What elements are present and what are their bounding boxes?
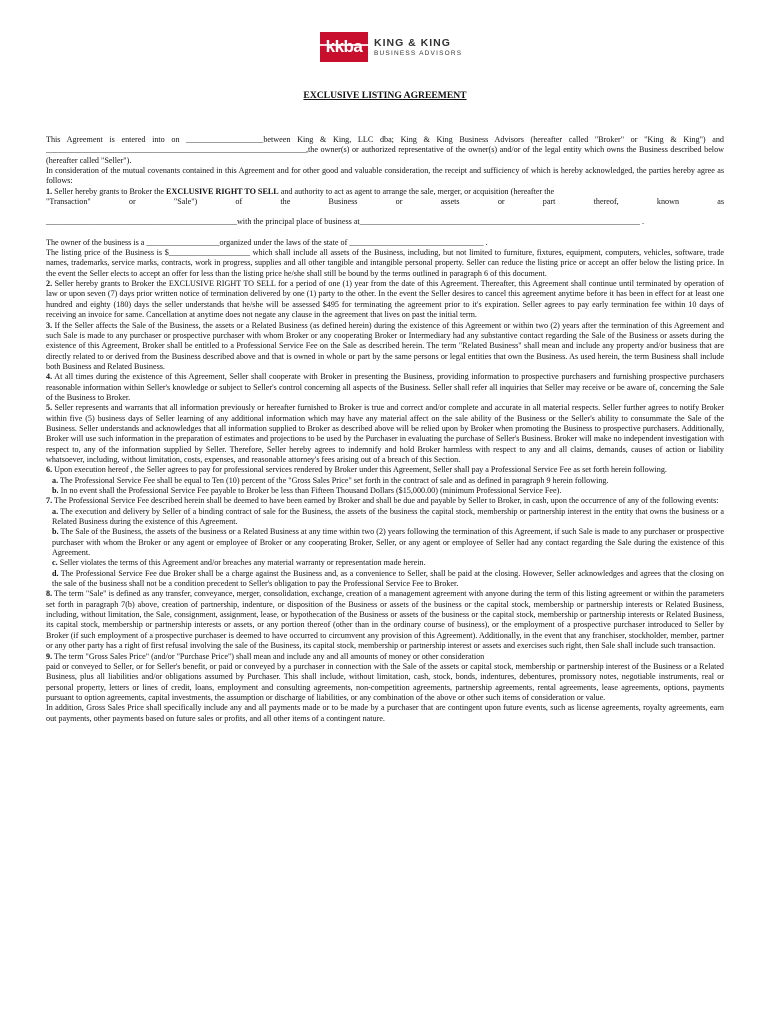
company-logo: [320, 30, 462, 64]
section-7d: d. The Professional Service Fee due Broker shall be a charge against the Business and, as a convenience to Seller, shall be paid at the closing. However, Seller acknowledges and agrees that the closing on the sale of the business shall not be a condition precedent to Seller's obligation to pay the Professional Service Fee to Broker.: [52, 568, 724, 589]
transaction-line: "Transaction" or "Sale") of the Business or assets or part thereof, known as: [46, 197, 724, 207]
section-7a: a. The execution and delivery by Seller of a binding contract of sale for the Business, the assets of the business the capital stock, membership or partnership interest in the entity that owns the business or a Related Business during the existence of this Agreement.: [52, 506, 724, 527]
agreement-body: [46, 135, 724, 724]
business-blank-line: _______________________________________________with the principal place of business at_____________________________________________________________________ .: [46, 217, 645, 227]
section-6a: a. The Professional Service Fee shall be equal to Ten (10) percent of the "Gross Sales Price" set forth in the contract of sale and as defined in paragraph 9 herein following.: [52, 475, 609, 485]
logo-line-2: BUSINESS ADVISORS: [374, 49, 463, 57]
section-7c: c. Seller violates the terms of this Agreement and/or breaches any material warranty or representation made herein.: [52, 558, 426, 568]
section-9: 9. The term "Gross Sales Price" (and/or "Purchase Price") shall mean and include any and all amounts of money or other consideration: [46, 651, 485, 661]
logo-mark: [320, 32, 368, 62]
section-2: 2. Seller hereby grants to Broker the EXCLUSIVE RIGHT TO SELL for a period of one (1) year from the date of this Agreement. Thereafter, this Agreement shall continue until terminated by operation of law or upon seven (7) days prior written notice of termination delivered by one (1) party to the other. In the event the Seller desires to cancel this agreement anytime before it has been in effect for at least one hundred and eighty (180) days the seller understands that he/she will be assessed $495 for terminating the agreement prior to it's expiration. Seller agrees to pay early termination fee within 10 days of receiving an invoice for same. Cancellation at anytime does not negate any clause in the agreement that lives on past the initial term.: [46, 279, 724, 320]
section-6: 6. Upon execution hereof , the Seller agrees to pay for professional services rendered by Broker under this Agreement, Seller shall pay a Professional Service Fee as set forth herein following.: [46, 465, 667, 475]
section-1: 1. Seller hereby grants to Broker the EXCLUSIVE RIGHT TO SELL and authority to act as agent to arrange the sale, merger, or acquisition (hereafter the: [46, 186, 555, 196]
logo-mark-text: kkba: [325, 37, 363, 56]
owner-paragraph: The owner of the business is a __________________organized under the laws of the state of _________________________________ .: [46, 237, 488, 247]
section-7b: b. The Sale of the Business, the assets of the business or a Related Business at any time within two (2) years following the termination of this Agreement, if such Sale is made to any purchaser or prospective purchaser with whom the Broker or any agent or employee of Broker or any cooperating Broker, Seller, or any agent or employee of Seller had any contact regarding the Sale during the existence of this Agreement.: [52, 527, 724, 558]
listing-price-paragraph: The listing price of the Business is $____________________ which shall include all assets of the Business, including, but not limited to furniture, fixtures, equipment, computers, vehicles, software, trade names, trademarks, service marks, contracts, work in progress, supplies and all other tangible and intangible personal property. Seller can reduce the listing price or accept an offer below the listing price. In the event the Seller elects to accept an offer for less than the listing price he/she shall still be bound by the terms outlined in paragraph 6 of this document.: [46, 248, 724, 278]
logo-wordmark: [374, 37, 462, 58]
section-7: 7. The Professional Service Fee described herein shall be deemed to have been earned by Broker and shall be due and payable by Seller to Broker, in cash, upon the occurrence of any of the following events:: [46, 496, 719, 506]
gross-sales-paragraph: paid or conveyed to Seller, or for Seller's benefit, or paid or conveyed by a purchaser in connection with the Sale of the assets or capital stock, membership or partnership interest of the Business or a Related Business, plus all liabilities and/or obligations assumed by Purchaser. This shall include, without limitation, cash, stock, bonds, indentures, debentures, promissory notes, negotiable instruments, real or personal property, letters or lines of credit, loans, employment and consulting agreements, non-competition agreements, partnership agreements, rental agreements, lease agreements, options, payments pursuant to option agreements, capital investments, the assumption or discharge of liabilities, or any combination of the above or other such items of consideration or value.: [46, 661, 724, 702]
contingent-paragraph: In addition, Gross Sales Price shall specifically include any and all payments made or to be made by a purchaser that are contingent upon future events, such as license agreements, royalty agreements, earn out payments, other payments based on future sales or profits, and all other items of a contingent nature.: [46, 703, 724, 723]
section-6b: b. In no event shall the Professional Service Fee payable to Broker be less than Fifteen Thousand Dollars ($15,000.00) (minimum Professional Service Fee).: [52, 486, 562, 495]
section-8: 8. The term "Sale" is defined as any transfer, conveyance, merger, consolidation, exchange, creation of a management agreement with anyone during the term of this listing agreement or within the parameters set forth in paragraph 7(b) above, creation of partnership, indenture, or disposition of the Business or assets of the business or the capital stock, membership or partnership interests or Related Business, including, without limitation, the Sale, consignment, assignment, lease, or hypothecation of the Business or assets of the business or the capital stock, membership or partnership interests or Related Business, its capital stock, membership or partnership interests or assets, or any portion thereof (other than in the ordinary course of business), or the employment of a prospective purchaser introduced to Seller by Broker (if such employment of a prospective purchaser is deemed to have occurred to circumvent any provision of this Agreement). Additionally, in the event that any franchiser, stockholder, member, partner or any other party has a right of first refusal involving the sale of the Business, its capital stock, membership or partnership interest or assets and exercises such right, then Sale shall include such transaction.: [46, 589, 724, 651]
intro-paragraph: This Agreement is entered into on ___________________between King & King, LLC dba; King & King Business Advisors (hereafter called "Broker" or "King & King") and ________________________________________________________________,the owner(s) or authorized representative of the owner(s) and/or of the legal entity which owns the Business described below (hereafter called "Seller").: [46, 135, 724, 165]
document-title: EXCLUSIVE LISTING AGREEMENT: [303, 90, 467, 101]
consideration-paragraph: In consideration of the mutual covenants contained in this Agreement and for other good and valuable consideration, the receipt and sufficiency of which is hereby acknowledged, the parties hereby agree as follows:: [46, 166, 724, 186]
section-3: 3. If the Seller affects the Sale of the Business, the assets or a Related Business (as defined herein) during the existence of this Agreement or within two (2) years after the termination of this Agreement and such Sale is made to any purchaser or prospective purchaser with whom Broker or any cooperating Broker or Intermediary had any substantive contact regarding the Sale of the Business or assets during the existence of this Agreement, Broker shall be entitled to a Professional Service Fee on the Sale as described herein. The term "Related Business" shall mean and include any property and/or business that are directly related to or derived from the Business described above and that is owned in whole or part by the same persons or legal entities that own the Business. As used herein, the term Business shall include both Business and Related Business.: [46, 320, 724, 371]
section-5: 5. Seller represents and warrants that all information previously or hereafter furnished to Broker is true and correct and/or complete and accurate in all material respects. Seller further agrees to notify Broker within five (5) business days of Seller learning of any additional information which may have any material affect on the sale ability of the Business or the Seller's ability to consummate the Sale of the Business. Seller understands and acknowledges that all information supplied to Broker as described above will be relied upon by Broker when promoting the Business to prospective purchasers. Additionally, Broker will use such information in the preparation of estimates and projections to be used by the Purchaser in evaluating the purchase of Seller's Business. Broker will make no independent investigation with respect to, any of the information supplied by Seller. Therefore, Seller hereby agrees to indemnify and hold Broker harmless with respect to any and all claims, demands, causes of action or liability whatsoever, including, without limitation, costs, expenses, and reasonable attorney's fees arising out of a breach of this Section.: [46, 403, 724, 464]
section-4: 4. At all times during the existence of this Agreement, Seller shall cooperate with Broker in presenting the Business, providing information to prospective purchasers and furnishing prospective purchasers reasonable information within Seller's knowledge or subject to Seller's control concerning all aspects of the Business. Seller shall refer all inquiries that Seller may receive or be aware of, concerning the Sale of the Business to Broker.: [46, 372, 724, 402]
logo-line-1: KING & KING: [374, 36, 451, 49]
